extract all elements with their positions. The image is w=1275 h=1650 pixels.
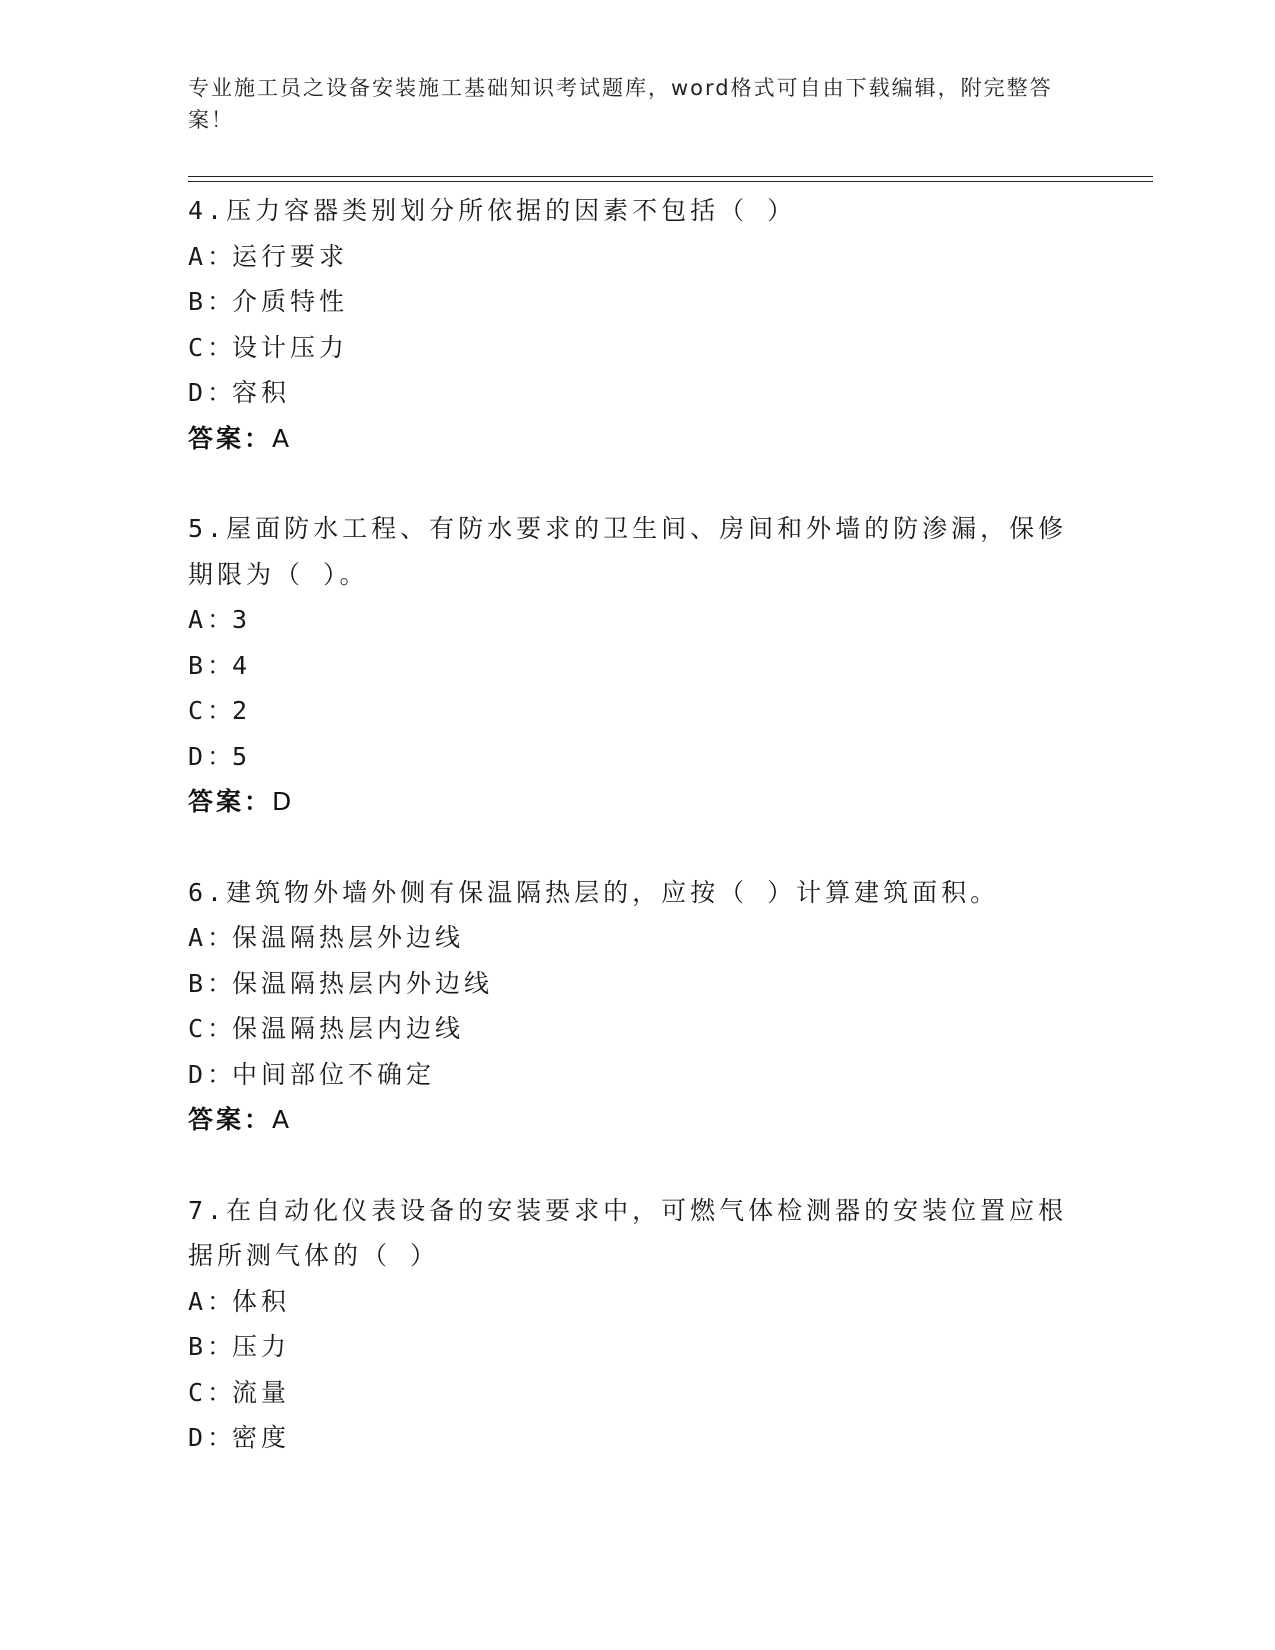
- option-d: [188, 1052, 1088, 1098]
- option-key: D：: [188, 741, 237, 771]
- answer-label: 答案：: [188, 423, 273, 453]
- option-text: 2: [232, 696, 252, 725]
- option-c: [188, 688, 1088, 734]
- option-key: C：: [188, 696, 237, 725]
- option-key: B：: [188, 287, 237, 316]
- option-text: 保温隔热层外边线: [232, 923, 465, 952]
- option-text: 体积: [232, 1286, 291, 1316]
- option-key: B：: [188, 968, 237, 998]
- option-b: [188, 643, 1088, 689]
- answer-line: [188, 779, 1088, 825]
- option-a: [188, 597, 1088, 643]
- question-text: 7.在自动化仪表设备的安装要求中，可燃气体检测器的安装位置应根据所测气体的（ ）: [188, 1195, 1068, 1270]
- option-b: [188, 961, 1088, 1007]
- option-key: C：: [188, 332, 237, 362]
- option-a: [188, 915, 1088, 961]
- option-key: B：: [188, 650, 237, 680]
- question-text: 6.建筑物外墙外侧有保温隔热层的，应按（ ）计算建筑面积。: [188, 877, 1000, 907]
- option-key: A：: [188, 923, 237, 952]
- option-key: C：: [188, 1014, 237, 1043]
- option-b: [188, 1324, 1088, 1370]
- option-key: C：: [188, 1377, 237, 1407]
- answer-line: [188, 1097, 1088, 1143]
- option-d: [188, 370, 1088, 416]
- answer-label: 答案：: [188, 787, 273, 816]
- question-item: [188, 188, 1088, 461]
- option-text: 4: [232, 650, 252, 680]
- answer-label: 答案：: [188, 1105, 273, 1134]
- option-d: [188, 1415, 1088, 1461]
- option-key: D：: [188, 1059, 237, 1089]
- answer-value: A: [272, 423, 293, 453]
- option-a: [188, 234, 1088, 280]
- option-text: 流量: [232, 1377, 291, 1407]
- option-text: 3: [232, 605, 252, 634]
- question-text: 5.屋面防水工程、有防水要求的卫生间、房间和外墙的防渗漏，保修期限为（ ）。: [188, 514, 1068, 589]
- option-text: 设计压力: [232, 332, 349, 362]
- option-key: D：: [188, 1423, 237, 1452]
- option-key: A：: [188, 1286, 237, 1316]
- option-text: 中间部位不确定: [232, 1059, 436, 1089]
- question-item: [188, 506, 1088, 825]
- option-text: 密度: [232, 1423, 291, 1452]
- option-key: B：: [188, 1332, 237, 1361]
- option-text: 保温隔热层内边线: [232, 1014, 465, 1043]
- option-a: [188, 1279, 1088, 1325]
- answer-line: [188, 416, 1088, 462]
- question-text: 4.压力容器类别划分所依据的因素不包括（ ）: [188, 196, 797, 225]
- option-text: 5: [232, 741, 252, 771]
- question-item: [188, 870, 1088, 1143]
- option-key: A：: [188, 241, 237, 271]
- option-text: 运行要求: [232, 241, 349, 271]
- option-text: 保温隔热层内外边线: [232, 968, 494, 998]
- header-divider: [188, 176, 1153, 182]
- answer-value: D: [272, 787, 295, 816]
- question-item: [188, 1188, 1088, 1461]
- option-text: 压力: [232, 1332, 291, 1361]
- page-header: 专业施工员之设备安装施工基础知识考试题库，word格式可自由下载编辑，附完整答案！: [188, 76, 1053, 132]
- option-text: 容积: [232, 378, 291, 407]
- option-c: [188, 325, 1088, 371]
- answer-value: A: [272, 1105, 293, 1134]
- option-key: A：: [188, 605, 237, 634]
- option-c: [188, 1370, 1088, 1416]
- option-key: D：: [188, 378, 237, 407]
- option-text: 介质特性: [232, 287, 349, 316]
- option-d: [188, 734, 1088, 780]
- option-c: [188, 1006, 1088, 1052]
- question-list: [188, 188, 1088, 1506]
- option-b: [188, 279, 1088, 325]
